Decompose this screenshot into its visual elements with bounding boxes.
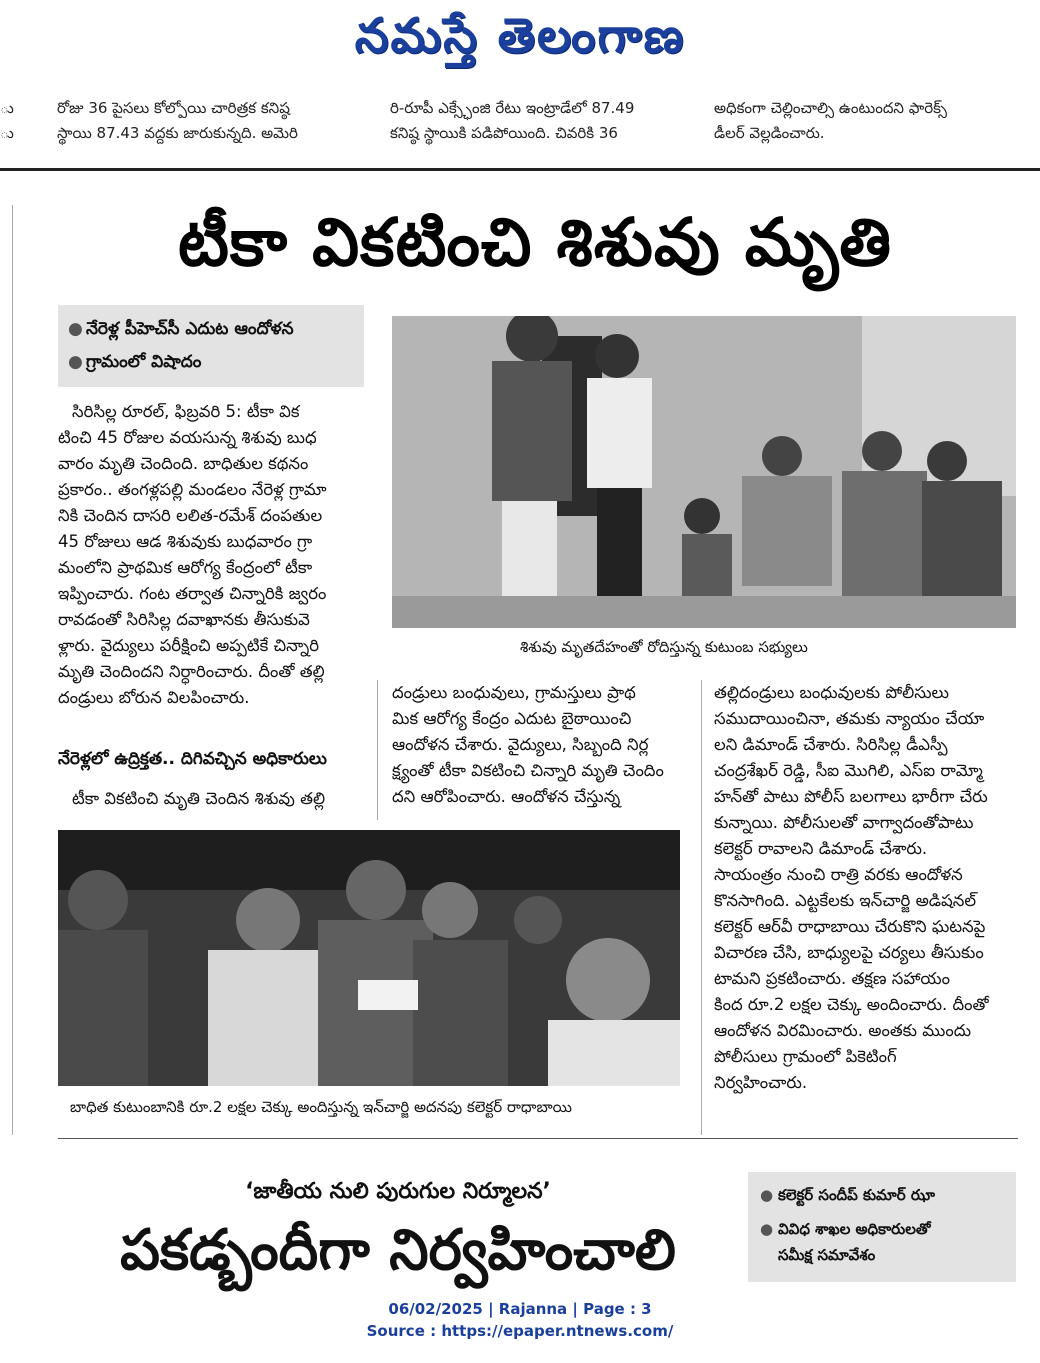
subhead-text: సమీక్ష సమావేశం <box>778 1246 876 1264</box>
subhead-text: నేరెళ్ల పీహెచ్‌సీ ఎదుట ఆందోళన <box>86 319 294 339</box>
text-line: టించి 45 రోజుల వయసున్న శిశువు బుధ <box>58 428 317 447</box>
bullet-icon: ● <box>68 352 83 372</box>
subhead-text: వివిధ శాఖల అధికారులతో <box>778 1220 931 1238</box>
subhead-item <box>68 313 354 346</box>
section-subheading: నేరెళ్లలో ఉద్రిక్తత.. దిగివచ్చిన అధికారులు <box>58 749 327 769</box>
bottom-story-kicker: ‘జాతీయ నులి పురుగుల నిర్మూలన’ <box>245 1179 551 1204</box>
article-column-1b <box>58 786 364 812</box>
text-line: క్ష్యంతో టీకా వికటించి చిన్నారి మృతి చెందిం <box>392 761 664 780</box>
photo-caption: శిశువు మృతదేహంతో రోదిస్తున్న కుటుంబ సభ్యులు <box>520 638 808 656</box>
page-footer <box>0 1298 1040 1342</box>
text-line: నికి చెందిన దాసరి లలిత-రమేశ్ దంపతుల <box>58 506 323 525</box>
text-line: హన్‌తో పాటు పోలీస్ బలగాలు భారీగా చేరు <box>714 787 988 806</box>
subhead-text: గ్రామంలో విషాదం <box>86 352 202 372</box>
masthead <box>0 0 1040 80</box>
text-line: టీకా వికటించి మృతి చెందిన శిశువు తల్లి <box>72 789 326 808</box>
bullet-icon: ● <box>760 1186 774 1204</box>
subhead-item-continued <box>760 1242 1004 1268</box>
edition-info: 06/02/2025 | Rajanna | Page : 3 <box>388 1300 652 1318</box>
previous-article-strip <box>0 96 1040 156</box>
strip-line: రోజు 36 పైసలు కోల్పోయి చారిత్రక కనిష్ఠ <box>57 99 290 117</box>
text-line: రావడంతో సిరిసిల్ల దవాఖానకు తీసుకువె <box>58 610 310 629</box>
strip-line: స్థాయి 87.43 వద్దకు జారుకున్నది. అమెరి <box>57 124 298 142</box>
column-rule <box>377 680 378 820</box>
text-line: కలెక్టర్ రావాలని డిమాండ్ చేశారు. <box>714 839 928 858</box>
text-line: దండ్రులు బంధువులు, గ్రామస్తులు ప్రాథ <box>392 683 636 702</box>
strip-column-2 <box>390 96 690 146</box>
text-line: ఆందోళన చేశారు. వైద్యులు, సిబ్బంది నిర్ల <box>392 735 649 754</box>
bottom-story-headline: పకడ్బందీగా నిర్వహించాలి <box>120 1218 676 1283</box>
photo-placeholder <box>392 316 1016 628</box>
column-rule <box>701 680 702 1135</box>
strip-line: అధికంగా చెల్లించాల్సి ఉంటుందని ఫారెక్స్ <box>714 99 948 117</box>
text-line: సముదాయించినా, తమకు న్యాయం చేయా <box>714 709 985 728</box>
text-line: ప్రకారం.. తంగళ్లపల్లి మండలం నేరెళ్ల గ్రామా <box>58 480 327 499</box>
column-rule <box>12 205 13 1135</box>
subhead-item <box>760 1216 1004 1242</box>
strip-column-3 <box>714 96 1034 146</box>
text-line: కున్నాయి. పోలీసులతో వాగ్వాదంతోపాటు <box>714 813 974 832</box>
subhead-box <box>58 305 364 387</box>
photo-placeholder <box>58 830 680 1086</box>
text-line: విచారణ చేసి, బాధ్యులపై చర్యలు తీసుకుం <box>714 943 984 962</box>
text-line: కింద రూ.2 లక్షల చెక్కు అందించారు. దీంతో <box>714 995 989 1014</box>
source-link[interactable]: Source : https://epaper.ntnews.com/ <box>366 1322 674 1340</box>
subhead-item <box>760 1182 1004 1208</box>
photo-caption: బాధిత కుటుంబానికి రూ.2 లక్షల చెక్కు అందిస్తున్న ఇన్‌చార్జి అదనపు కలెక్టర్ రాధాబాయి <box>70 1098 572 1116</box>
photo-cheque-handover <box>58 830 680 1086</box>
bullet-icon: ● <box>68 319 83 339</box>
text-line: కలెక్టర్ ఆర్‌వీ రాధాబాయి చేరుకొని ఘటనపై <box>714 917 986 936</box>
text-line: ఆందోళన విరమించారు. అంతకు ముందు <box>714 1021 972 1040</box>
bullet-icon: ● <box>760 1220 774 1238</box>
article-column-2 <box>392 680 692 810</box>
strip-line: రి-రూపీ ఎక్స్ఛేంజి రేటు ఇంట్రాడేలో 87.49 <box>390 99 635 117</box>
text-line: కొనసాగింది. ఎట్టకేలకు ఇన్‌చార్జి అడిషనల్ <box>714 891 977 910</box>
text-line: తల్లిదండ్రులు బంధువులకు పోలీసులు <box>714 683 949 702</box>
subhead-item <box>68 346 354 379</box>
strip-line: ు <box>0 124 14 142</box>
text-line: ఇప్పించారు. గంట తర్వాత చిన్నారికి జ్వరం <box>58 584 327 603</box>
text-line: పోలీసులు గ్రామంలో పికెటింగ్ <box>714 1047 897 1066</box>
strip-column-0 <box>0 96 20 146</box>
text-line: వారం మృతి చెందింది. బాధితుల కథనం <box>58 454 309 473</box>
section-divider <box>0 168 1040 171</box>
article-column-1 <box>58 399 364 711</box>
strip-column-1 <box>57 96 377 146</box>
strip-line: డీలర్ వెల్లడించారు. <box>714 124 825 142</box>
text-line: ళ్లారు. వైద్యులు పరీక్షించి అప్పటికే చిన్నారి <box>58 636 320 655</box>
bottom-story-subhead-box <box>748 1172 1016 1282</box>
text-line: దని ఆరోపించారు. ఆందోళన చేస్తున్న <box>392 787 621 806</box>
photo-family-mourning <box>392 316 1016 628</box>
text-line: 45 రోజులు ఆడ శిశువుకు బుధవారం గ్రా <box>58 532 313 551</box>
subhead-text: కలెక్టర్ సందీప్ కుమార్ ఝా <box>778 1186 935 1204</box>
article-headline: టీకా వికటించి శిశువు మృతి <box>177 204 893 281</box>
text-line: నిర్వహించారు. <box>714 1073 808 1092</box>
text-line: సిరిసిల్ల రూరల్, ఫిబ్రవరి 5: టీకా విక <box>72 402 300 421</box>
text-line: మిక ఆరోగ్య కేంద్రం ఎదుట బైఠాయించి <box>392 709 632 728</box>
text-line: మృతి చెందిందని నిర్ధారించారు. దీంతో తల్లి <box>58 662 325 681</box>
text-line: చంద్రశేఖర్ రెడ్డి, సీఐ మొగిలి, ఎస్ఐ రామ్మో <box>714 761 983 780</box>
text-line: సాయంత్రం నుంచి రాత్రి వరకు ఆందోళన <box>714 865 963 884</box>
newspaper-logo: నమస్తే తెలంగాణ <box>354 8 686 64</box>
article-column-3 <box>714 680 1016 1096</box>
strip-line: ు <box>0 99 14 117</box>
text-line: మంలోని ప్రాథమిక ఆరోగ్య కేంద్రంలో టీకా <box>58 558 313 577</box>
section-divider <box>58 1138 1018 1139</box>
text-line: దండ్రులు బోరున విలపించారు. <box>58 688 250 707</box>
strip-line: కనిష్ఠ స్థాయికి పడిపోయింది. చివరికి 36 <box>390 124 618 142</box>
text-line: లని డిమాండ్ చేశారు. సిరిసిల్ల డీఎస్పీ <box>714 735 948 754</box>
text-line: టామని ప్రకటించారు. తక్షణ సహాయం <box>714 969 950 988</box>
